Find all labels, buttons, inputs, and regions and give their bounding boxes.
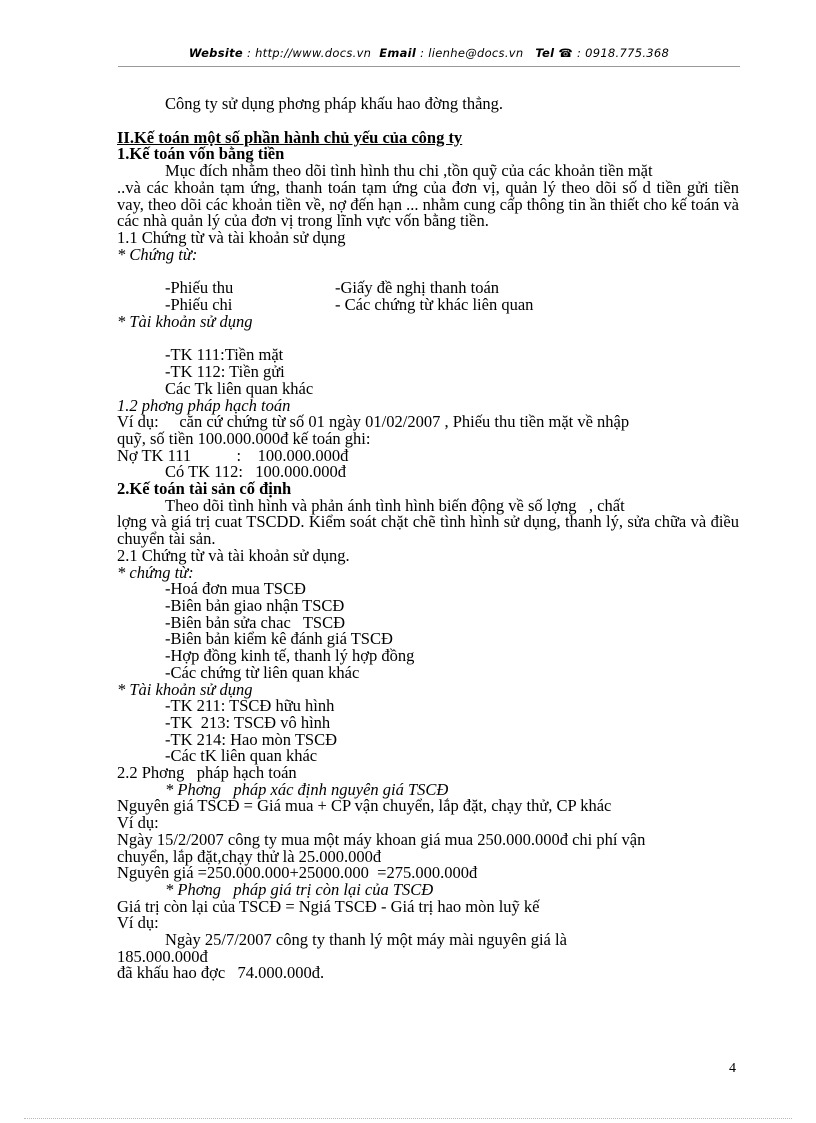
- sub-heading-2-2: 2.2 Phơng pháp hạch toán: [117, 763, 297, 783]
- example-2-line-2: 185.000.000đ: [117, 946, 208, 966]
- header-divider: [118, 66, 740, 67]
- doc-payment-voucher: -Phiếu chi: [165, 295, 233, 315]
- credit-line: Có TK 112: 100.000.000đ: [165, 462, 347, 482]
- assets-para-first: Theo dõi tình hình và phản ánh tình hình biến động về số lợng , chất: [165, 495, 625, 515]
- heading-fixed-assets: 2.Kế toán tài sản cố định: [117, 479, 292, 499]
- website-value: : http://www.docs.vn: [246, 46, 372, 60]
- sub-heading-2-1: 2.1 Chứng từ và tài khoản sử dụng.: [117, 545, 350, 565]
- email-value: : lienhe@docs.vn: [420, 46, 524, 60]
- example-1-line-2: chuyển, lắp đặt,chạy thử là 25.000.000đ: [117, 846, 382, 866]
- example-label-2: Ví dụ:: [117, 913, 159, 933]
- page-bottom-divider: [24, 1118, 792, 1119]
- formula-original-cost: Nguyên giá TSCĐ = Giá mua + CP vận chuyển, lắp đặt, chạy thử, CP khác: [117, 796, 612, 816]
- example-2-line-3: đã khấu hao đợc 74.000.000đ.: [117, 963, 325, 983]
- example-line-2: quỹ, số tiền 100.000.000đ kế toán ghi:: [117, 428, 371, 448]
- example-1-line-3: Nguyên giá =250.000.000+25000.000 =275.000.000đ: [117, 863, 478, 883]
- asset-doc-item: -Biên bản kiểm kê đánh giá TSCĐ: [165, 629, 393, 649]
- documents-label: * Chứng từ:: [117, 244, 198, 264]
- asset-account-item: -Các tK liên quan khác: [165, 746, 318, 766]
- doc-receipt: -Phiếu thu: [165, 278, 234, 298]
- website-label: Website: [188, 46, 243, 60]
- asset-doc-item: -Hợp đồng kinh tế, thanh lý hợp đồng: [165, 646, 415, 666]
- cash-para-first: Mục đích nhằm theo dõi tình hình thu chi ,tồn quỹ của các khoản tiền mặt: [165, 161, 653, 181]
- account-112: -TK 112: Tiền gửi: [165, 362, 285, 382]
- asset-account-item: -TK 213: TSCĐ vô hình: [165, 712, 331, 732]
- account-111: -TK 111:Tiền mặt: [165, 345, 284, 365]
- method-residual-value: * Phơng pháp giá trị còn lại của TSCĐ: [165, 879, 434, 899]
- section-heading-ii: II.Kế toán một số phần hành chủ yếu của công ty: [117, 127, 463, 147]
- sub-heading-1-2: 1.2 phơng pháp hạch toán: [117, 395, 291, 415]
- method-original-cost: * Phơng pháp xác định nguyên giá TSCĐ: [165, 779, 449, 799]
- document-body: [117, 96, 739, 982]
- asset-doc-item: -Biên bản giao nhận TSCĐ: [165, 595, 345, 615]
- doc-payment-request: -Giấy đề nghị thanh toán: [335, 278, 500, 298]
- example-1-line-1: Ngày 15/2/2007 công ty mua một máy khoan giá mua 250.000.000đ chi phí vận: [117, 829, 646, 849]
- debit-line: Nợ TK 111 : 100.000.000đ: [117, 445, 349, 465]
- doc-other: - Các chứng từ khác liên quan: [335, 295, 534, 315]
- example-line-1: Ví dụ: căn cứ chứng từ số 01 ngày 01/02/2007 , Phiếu thu tiền mặt về nhập: [117, 412, 630, 432]
- asset-account-item: -TK 214: Hao mòn TSCĐ: [165, 729, 338, 749]
- asset-doc-item: -Biên bản sửa chac TSCĐ: [165, 612, 346, 632]
- page-number: 4: [729, 1061, 736, 1076]
- assets-para-rest: lợng và giá trị cuat TSCDD. Kiểm soát chặt chẽ tình hình sử dụng, thanh lý, sửa chữa và điều chuyển tài sản.: [117, 512, 739, 549]
- account-other: Các Tk liên quan khác: [165, 378, 314, 398]
- cash-para-rest: ..và các khoản tạm ứng, thanh toán tạm ứng của đơn vị, quản lý theo dõi số d tiền gửi tiền vay, theo dõi các khoản tiền về, nợ đến hạn ... nhằm cung cấp thông tin ần thiết cho kế toán và các nhà quản lý của đơn vị trong lĩnh vực vốn bằng tiền.: [117, 177, 739, 231]
- sub-heading-1-1: 1.1 Chứng từ và tài khoản sử dụng: [117, 227, 346, 247]
- formula-residual-value: Giá trị còn lại của TSCĐ = Ngiá TSCĐ - Giá trị hao mòn luỹ kế: [117, 896, 540, 916]
- heading-cash: 1.Kế toán vốn bằng tiền: [117, 144, 285, 164]
- phone-icon: ☎: [558, 46, 573, 60]
- intro-line: Công ty sử dụng phơng pháp khấu hao đờng thẳng.: [165, 94, 504, 113]
- asset-doc-item: -Hoá đơn mua TSCĐ: [165, 579, 306, 599]
- asset-account-item: -TK 211: TSCĐ hữu hình: [165, 696, 335, 716]
- tel-label: Tel: [535, 46, 555, 60]
- asset-documents-label: * chứng từ:: [117, 562, 194, 582]
- example-2-line-1: Ngày 25/7/2007 công ty thanh lý một máy mài nguyên giá là: [165, 930, 567, 950]
- email-label: Email: [379, 46, 417, 60]
- accounts-label: * Tài khoản sử dụng: [117, 311, 253, 331]
- asset-doc-item: -Các chứng từ liên quan khác: [165, 662, 360, 682]
- example-label-1: Ví dụ:: [117, 813, 159, 833]
- page-header: [118, 46, 740, 60]
- tel-value: : 0918.775.368: [576, 46, 670, 60]
- asset-accounts-label: * Tài khoản sử dụng: [117, 679, 253, 699]
